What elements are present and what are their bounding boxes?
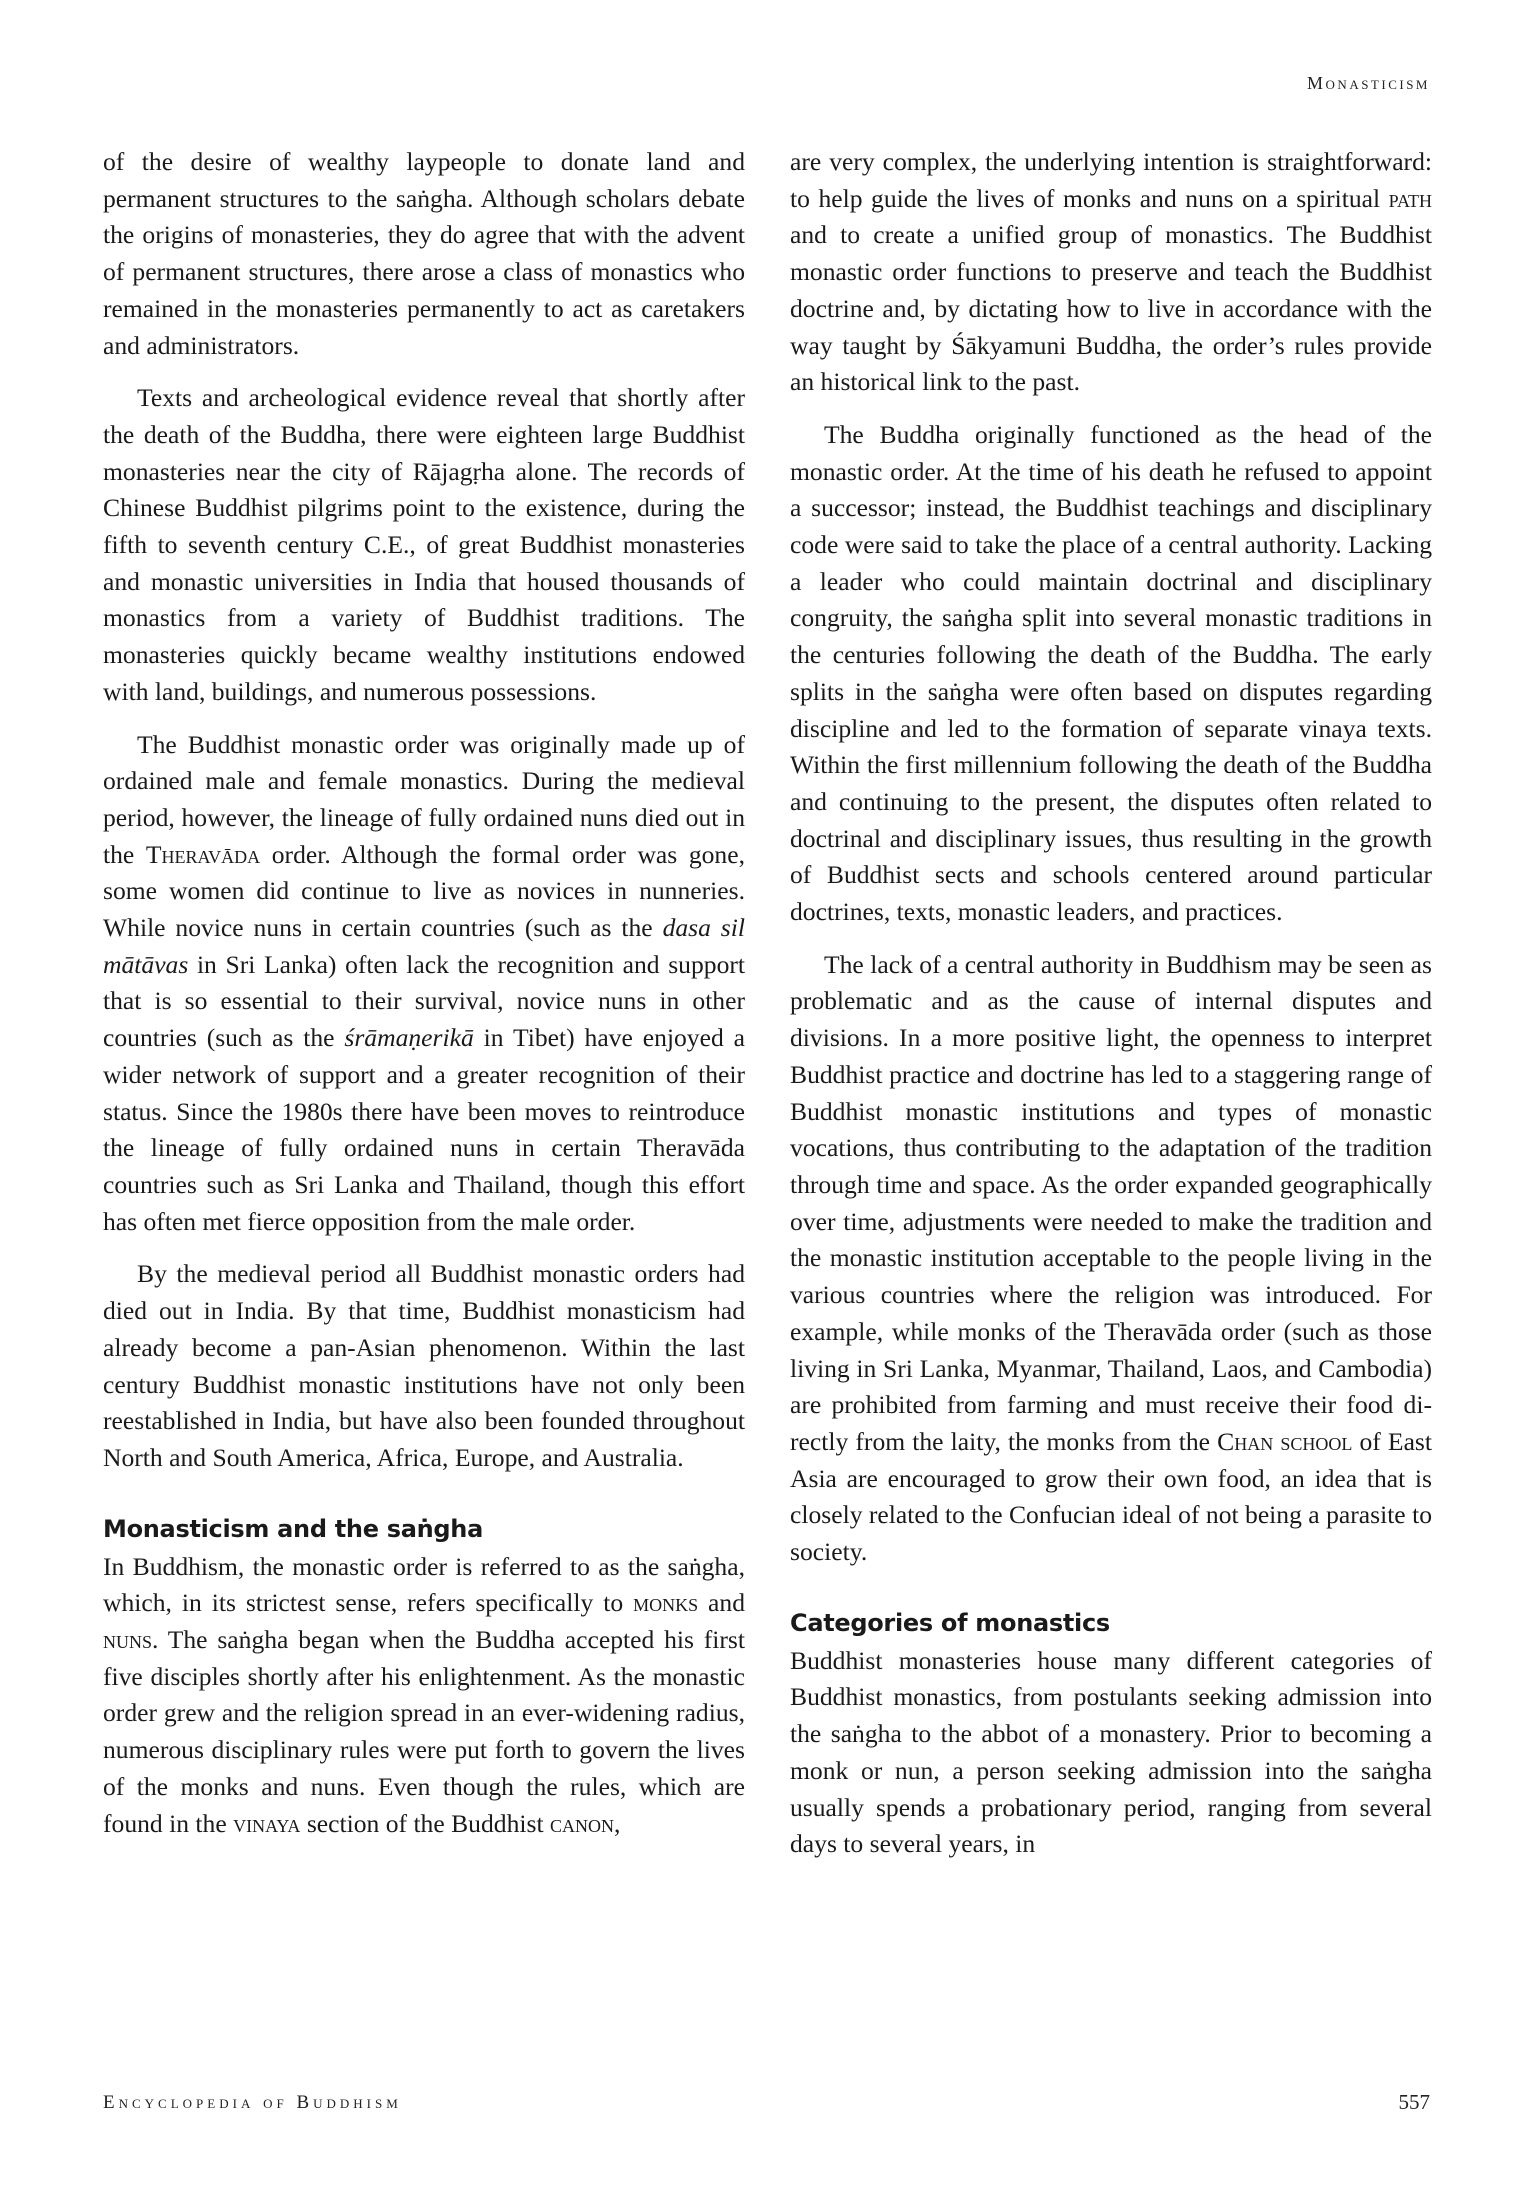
section-heading: Monasticism and the saṅgha xyxy=(103,1514,483,1543)
section-heading: Categories of monastics xyxy=(790,1608,1110,1637)
text: The Buddhist monastic order was originally made up of ordained male and female monastics. During the medieval period, however, the lineage of fully ordained nuns died out in the xyxy=(103,729,745,869)
term: dasa sil mātāvas xyxy=(103,913,745,979)
text: of East Asia are encouraged to grow their own food, an idea that is closely related to the Confucian ideal of not being a parasite to society. xyxy=(790,1426,1432,1567)
paragraph xyxy=(790,144,1432,401)
paragraph xyxy=(790,947,1432,1571)
text: In Buddhism, the monastic order is referred to as the saṅgha, which, in its strictest sense, refers specifically to xyxy=(103,1551,745,1618)
paragraph: By the medieval period all Buddhist monastic orders had died out in India. By that time, Buddhist monasticism had already become a pan-Asian phenomenon. Within the last century Buddhist monastic institutions have not only been reestablished in India, but have also been founded throughout North and South America, Africa, Europe, and Australia. xyxy=(103,1259,745,1472)
cross-reference-theravada[interactable]: Theravāda xyxy=(145,839,261,869)
text: in Tibet) have enjoyed a wider network of support and a greater recognition of their status. Since the 1980s there have been moves to reintroduce the lineage of fully ordained nuns in certain Theravāda countries such as Sri Lanka and Thailand, though this effort has often met fierce opposition from the male order. xyxy=(103,1023,745,1236)
text: order. Although the formal order was gone, some women did continue to live as novices in nunneries. While novice nuns in certain countries (such as the xyxy=(103,839,745,943)
left-column xyxy=(103,144,745,1842)
cross-reference-nuns[interactable]: nuns xyxy=(103,1625,153,1655)
paragraph: of the desire of wealthy laypeople to donate land and permanent structures to the saṅgha. Although scholars debate the origins of monasteries, they do agree that with the advent of permanent structures, there arose a class of monastics who remained in the monasteries permanently to act as caretakers and administrators. xyxy=(103,147,745,360)
paragraph: Texts and archeological evidence reveal that shortly after the death of the Buddha, there were eighteen large Buddhist monasteries near the city of Rājagṛha alone. The records of Chinese Buddhist pilgrims point to the existence, during the fifth to seventh century C.E., of great Buddhist monasteries and monastic universities in India that housed thousands of monastics from a variety of Buddhist traditions. The monasteries quickly became wealthy institutions endowed with land, buildings, and numerous possessions. xyxy=(103,383,745,706)
cross-reference-path[interactable]: path xyxy=(1388,183,1432,213)
text: section of the Buddhist xyxy=(300,1808,550,1838)
page-number: 557 xyxy=(1398,2090,1430,2114)
paragraph xyxy=(103,1549,745,1843)
text: and xyxy=(698,1588,745,1618)
cross-reference-canon[interactable]: canon xyxy=(549,1808,614,1838)
right-column xyxy=(790,144,1432,1863)
text: in Sri Lanka) often lack the recognition and support that is so essential to their survival, novice nuns in other countries (such as the xyxy=(103,949,745,1053)
footer-book-title: Encyclopedia of Buddhism xyxy=(103,2092,402,2113)
text: The lack of a central authority in Buddhism may be seen as problematic and as the cause of internal disputes and divisions. In a more positive light, the openness to interpret Buddhist practice and doctrine has led to a staggering range of Buddhist monastic institutions and types of monastic vocations, thus contributing to the adaptation of the tradition through time and space. As the order expanded geographically over time, adjustments were needed to make the tradition and the monastic institution acceptable to the people living in the various countries where the religion was introduced. For example, while monks of the Theravāda order (such as those living in Sri Lanka, Myanmar, Thailand, Laos, and Cambodia) are prohibited from farming and must receive their food directly from the laity, the monks from the xyxy=(790,949,1432,1456)
text: and to create a unified group of monastics. The Buddhist monastic order functions to preserve and teach the Buddhist doctrine and, by dictating how to live in accordance with the way taught by Śākyamuni Buddha, the order’s rules provide an historical link to the past. xyxy=(790,220,1432,397)
paragraph: The Buddha originally functioned as the head of the monastic order. At the time of his death he refused to appoint a successor; instead, the Buddhist teachings and disciplinary code were said to take the place of a central authority. Lacking a leader who could maintain doctrinal and disciplinary congruity, the saṅgha split into several monastic traditions in the centuries following the death of the Buddha. The early splits in the saṅgha were often based on disputes regarding discipline and led to the formation of separate vinaya texts. Within the first millennium following the death of the Buddha and continuing to the present, the disputes often related to doctrinal and disciplinary issues, thus resulting in the growth of Buddhist sects and schools centered around particular doctrines, texts, monastic leaders, and practices. xyxy=(790,419,1432,927)
paragraph xyxy=(103,727,745,1241)
cross-reference-chan-school[interactable]: Chan school xyxy=(1217,1426,1353,1456)
cross-reference-monks[interactable]: monks xyxy=(633,1588,699,1618)
running-head: Monasticism xyxy=(1307,73,1430,93)
text: are very complex, the underlying intention is straightforward: to help guide the lives of monks and nuns on a spiritual xyxy=(790,147,1432,213)
text: . The saṅgha began when the Buddha accepted his first five disciples shortly after his enlightenment. As the monastic order grew and the religion spread in an ever-widening radius, numerous disciplinary rules were put forth to govern the lives of the monks and nuns. Even though the rules, which are found in the xyxy=(103,1625,745,1838)
paragraph: Buddhist monasteries house many different categories of Buddhist monastics, from postulants seeking admission into the saṅgha to the abbot of a monastery. Prior to becoming a monk or nun, a person seeking admission into the saṅgha usually spends a probationary period, ranging from several days to several years, in xyxy=(790,1645,1432,1859)
cross-reference-vinaya[interactable]: vinaya xyxy=(233,1808,301,1838)
text: , xyxy=(613,1808,621,1838)
term: śrāmaṇerikā xyxy=(344,1023,474,1053)
